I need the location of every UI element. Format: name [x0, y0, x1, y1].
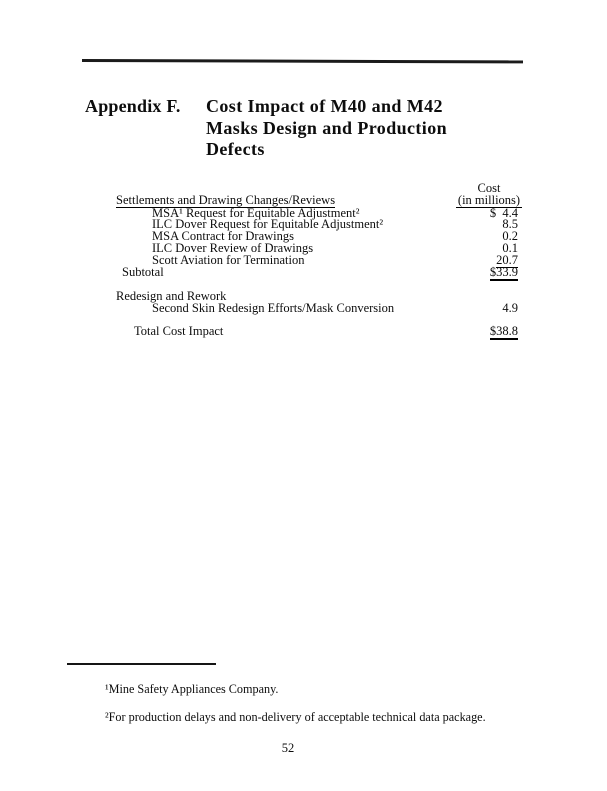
row-label: Second Skin Redesign Efforts/Mask Conversion: [152, 301, 395, 316]
row-label: MSA¹ Request for Equitable Adjustment²: [152, 205, 360, 220]
row-label: MSA Contract for Drawings: [152, 229, 294, 244]
cost-header-line2: (in millions): [457, 192, 521, 207]
total-value: [489, 323, 522, 338]
row-value: 0.1: [502, 240, 518, 255]
title-line-1: Cost Impact of M40 and M42: [206, 96, 443, 116]
table-row: [116, 252, 522, 267]
footnote-2: ²For production delays and non-delivery of acceptable technical data package.: [105, 710, 486, 724]
section1-header: Settlements and Drawing Changes/Reviews: [116, 192, 336, 207]
underlined-value: 20.7: [496, 252, 518, 267]
title-line-3: Defects: [206, 139, 265, 159]
footnote-1: ¹Mine Safety Appliances Company.: [105, 682, 279, 696]
subtotal-row: [116, 264, 522, 279]
row-label: Scott Aviation for Termination: [152, 252, 305, 267]
title-line-2: Masks Design and Production: [206, 117, 448, 138]
total-row: [116, 323, 522, 338]
appendix-label: Appendix F.: [85, 96, 181, 116]
table-row: [116, 303, 522, 315]
page-title: [206, 96, 447, 161]
subtotal-label: Subtotal: [122, 264, 164, 279]
subtotal-value: [489, 264, 522, 279]
section2-header: Redesign and Rework: [116, 289, 227, 304]
table-header-row: [116, 183, 522, 208]
page-number: 52: [281, 741, 295, 755]
row-value: 0.2: [502, 229, 518, 244]
row-value: 8.5: [502, 217, 518, 232]
cost-column-header: [456, 183, 522, 208]
row-value: 4.9: [502, 301, 518, 316]
footnote-separator: [67, 663, 216, 665]
cost-table: [116, 183, 522, 338]
row-label: ILC Dover Review of Drawings: [152, 240, 314, 255]
top-rule: [82, 59, 523, 63]
total-label: Total Cost Impact: [134, 323, 224, 338]
underlined-value: $38.8: [490, 324, 518, 341]
cost-header-line1: Cost: [477, 181, 501, 195]
underlined-value: $33.9: [490, 265, 518, 282]
row-label: ILC Dover Request for Equitable Adjustment²: [152, 217, 384, 232]
row-value: $ 4.4: [489, 205, 518, 220]
